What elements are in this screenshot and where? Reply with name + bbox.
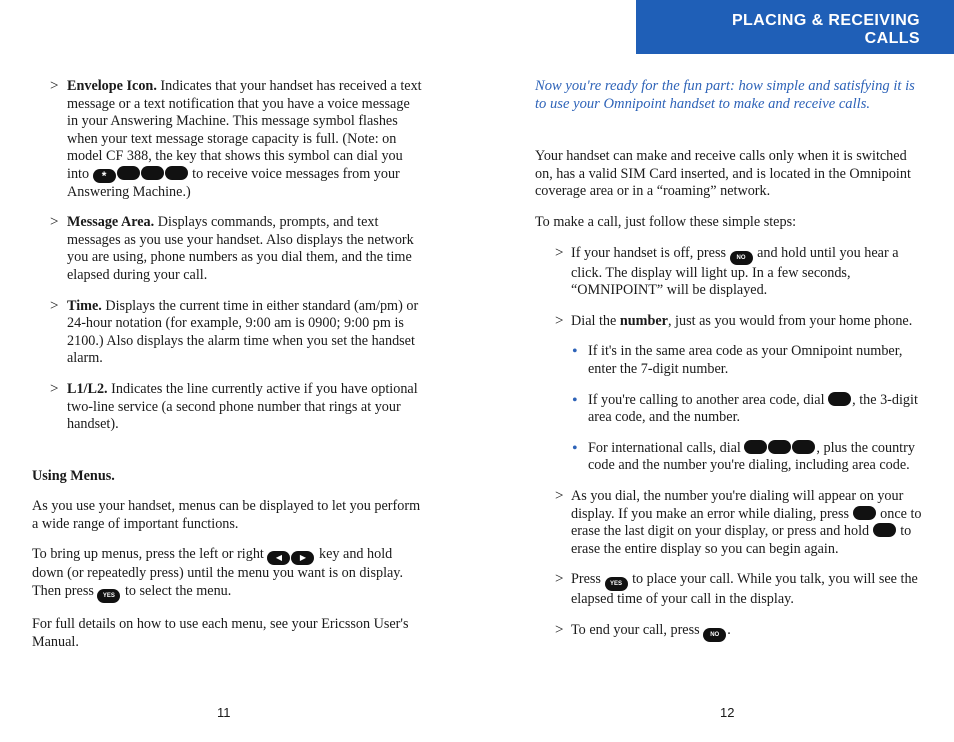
- step-erase: [535, 488, 925, 558]
- step-text: once to erase the last digit on your display, or press and hold: [571, 505, 922, 540]
- keypad-key-icon: [117, 166, 140, 180]
- page-number-left: 11: [217, 705, 231, 720]
- arrow-marker: >: [555, 487, 564, 504]
- step-text: If your handset is off, press: [571, 244, 730, 261]
- keypad-key-icon: [165, 166, 188, 180]
- step-dial-number: [535, 313, 925, 331]
- arrow-marker: >: [50, 78, 59, 94]
- section-header-line1: PLACING & RECEIVING: [731, 12, 920, 29]
- star-key-icon: *: [93, 169, 116, 183]
- menus-heading: Using Menus.: [32, 467, 115, 484]
- item-title: Envelope Icon.: [67, 78, 157, 94]
- arrow-marker: >: [555, 621, 564, 638]
- menus-paragraph-2: [32, 546, 422, 603]
- para-text: To bring up menus, press the left or right: [32, 546, 268, 563]
- step-text: to place your call. While you talk, you will see the elapsed time of your call in the display.: [571, 571, 918, 608]
- bullet-icon: •: [572, 343, 578, 361]
- bullet-text: If it's in the same area code as your Omnipoint number, enter the 7-digit number.: [588, 343, 903, 377]
- step-end-call: [535, 622, 925, 642]
- step-text: , just as you would from your home phone.: [667, 312, 913, 329]
- right-arrow-key-icon: ▶: [291, 551, 314, 565]
- bullet-text: If you're calling to another area code, dial: [588, 391, 829, 408]
- keypad-key-icon: [792, 440, 815, 454]
- calls-paragraph-2: To make a call, just follow these simple steps:: [535, 213, 797, 230]
- item-title: Message Area.: [67, 214, 155, 231]
- bullet-text: For international calls, dial: [588, 439, 745, 456]
- menus-paragraph-1: As you use your handset, menus can be displayed to let you perform a wide range of important functions.: [32, 498, 421, 532]
- menus-paragraph-3: For full details on how to use each menu, see your Ericsson User's Manual.: [32, 616, 409, 650]
- para-text: to select the menu.: [121, 583, 232, 600]
- section-header: [636, 0, 954, 54]
- list-item-message-area: [32, 214, 422, 284]
- step-text: and hold until you hear a click. The display will light up. In a few seconds, “OMNIPOINT” will be displayed.: [571, 244, 899, 299]
- yes-key-icon: YES: [97, 589, 120, 603]
- list-item-time: [32, 298, 422, 368]
- bullet-text: , the 3-digit area code, and the number.: [588, 391, 918, 426]
- yes-key-icon: YES: [605, 577, 628, 591]
- page-number-right: 12: [720, 705, 735, 720]
- step-text: As you dial, the number you're dialing will appear on your display. If you make an error while dialing, press: [571, 487, 904, 522]
- keypad-key-icon: [828, 392, 851, 406]
- clear-key-icon: [873, 523, 896, 537]
- left-arrow-key-icon: ◀: [267, 551, 290, 565]
- bullet-other-area: [535, 392, 925, 427]
- bullet-same-area: [535, 343, 925, 378]
- para-text: key and hold down (or repeatedly press) until the menu you want is on display. Then press: [32, 546, 404, 600]
- right-page: [535, 78, 925, 655]
- step-place-call: [535, 571, 925, 609]
- item-text: Indicates the line currently active if you have optional two-line service (a second phone number that rings at your handset).: [67, 380, 418, 433]
- step-text: .: [727, 621, 731, 638]
- item-title: L1/L2.: [67, 380, 108, 397]
- step-text: Press: [571, 571, 605, 588]
- list-item-envelope-icon: [32, 78, 422, 201]
- bullet-text: , plus the country code and the number you're dialing, including area code.: [588, 439, 915, 474]
- item-text: to receive voice messages from your Answering Machine.): [67, 165, 400, 200]
- item-title: Time.: [67, 297, 102, 314]
- step-bold-text: number: [619, 312, 668, 329]
- step-text: to erase the entire display so you can begin again.: [571, 523, 912, 557]
- arrow-marker: >: [50, 214, 59, 231]
- clear-key-icon: [853, 506, 876, 520]
- item-text: Indicates that your handset has received a text message or a text notification that you have a voice message in your Answering Machine. This message symbol flashes when your text message storage capacity is full. (Note: on model CF 388, the key that shows this symbol can dial you into: [67, 78, 422, 182]
- left-page: [32, 78, 422, 664]
- bullet-international: [535, 440, 925, 475]
- keypad-key-icon: [768, 440, 791, 454]
- keypad-key-icon: [744, 440, 767, 454]
- step-power-on: [535, 245, 925, 300]
- arrow-marker: >: [555, 312, 564, 329]
- calls-paragraph-1: Your handset can make and receive calls only when it is switched on, has a valid SIM Card inserted, and is located in the Omnipoint coverage area or in a “roaming” network.: [535, 148, 911, 200]
- bullet-icon: •: [572, 439, 578, 457]
- arrow-marker: >: [555, 244, 564, 261]
- no-key-icon: NO: [703, 628, 726, 642]
- item-text: Displays the current time in either standard (am/pm) or 24-hour notation (for example, 9:00 am is 0900; 9:00 pm is 2100.) Also displays the alarm time when you set the handset alarm.: [67, 297, 419, 367]
- item-text: Displays commands, prompts, and text messages as you use your handset. Also displays the network you are using, phone numbers as you dial them, and the time elapsed during your call.: [67, 214, 414, 283]
- step-text: To end your call, press: [571, 621, 704, 638]
- bullet-icon: •: [572, 391, 578, 409]
- list-item-l1-l2: [32, 381, 422, 434]
- arrow-marker: >: [555, 571, 564, 588]
- intro-text: Now you're ready for the fun part: how simple and satisfying it is to use your Omnipoint handset to make and receive calls.: [535, 78, 915, 112]
- step-text: Dial the: [571, 312, 620, 329]
- no-key-icon: NO: [730, 251, 753, 265]
- keypad-key-icon: [141, 166, 164, 180]
- arrow-marker: >: [50, 297, 59, 314]
- section-header-line2: CALLS: [864, 30, 920, 47]
- arrow-marker: >: [50, 380, 59, 397]
